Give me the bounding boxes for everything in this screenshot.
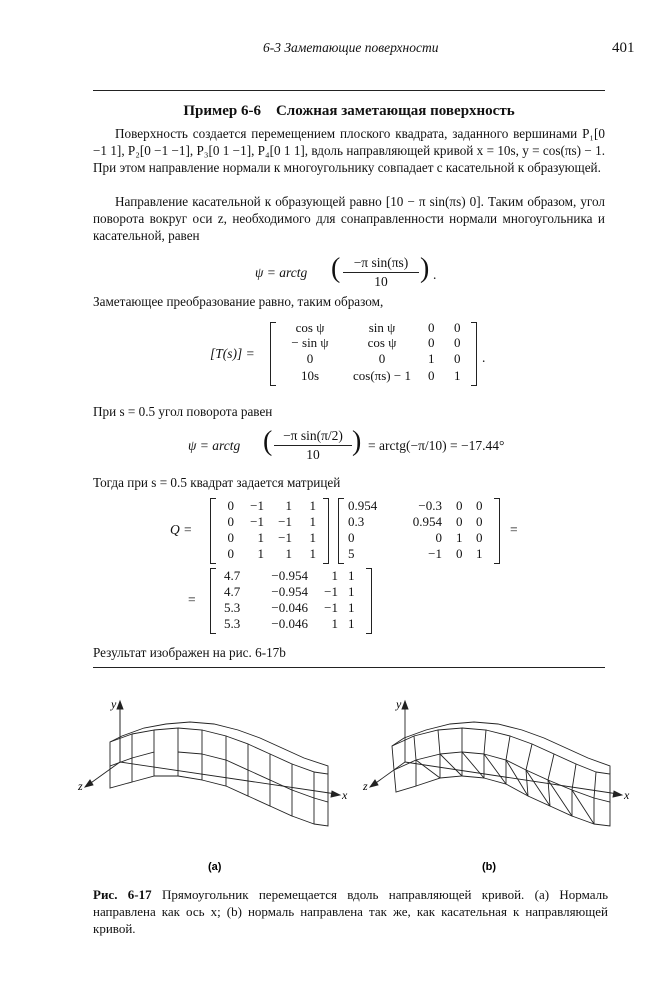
matrix-Q-left-cell: −1: [278, 530, 292, 545]
matrix-result-cell: 1: [348, 600, 355, 615]
swept-surface-a: [110, 722, 328, 826]
matrix-T-cell: 0: [378, 351, 386, 366]
caption-number: Рис. 6-17: [93, 887, 152, 902]
matrix-Q-right-cell: 0.954: [348, 498, 378, 513]
figure-6-17: [70, 690, 630, 880]
example-end-rule: [93, 667, 605, 668]
axis-z-a: [88, 762, 120, 785]
matrix-Q-left-cell: −1: [278, 514, 292, 529]
matrix-Q-right-cell: 0: [476, 498, 483, 513]
matrix-Q-left-cell: 1: [285, 546, 292, 561]
matrix-Q-left-cell: 0: [227, 546, 234, 561]
matrix-result-cell: −0.954: [271, 568, 308, 583]
equation-psi-value: [188, 428, 568, 464]
matrix-T-period: .: [482, 350, 486, 365]
matrix-Q-product: [170, 496, 530, 566]
axis-x-label-a: x: [342, 788, 348, 802]
text-matrix: Тогда при s = 0.5 квадрат задается матрицей: [93, 475, 341, 490]
matrix-Q-equals: =: [510, 522, 518, 537]
eq2-numerator: −π sin(π/2): [283, 428, 343, 443]
matrix-result-cell: 5.3: [224, 616, 241, 631]
axis-z-b: [373, 762, 405, 785]
matrix-Q-left-cell: 1: [257, 546, 264, 561]
axis-z-label-a: z: [78, 779, 83, 793]
paragraph-2-text: Направление касательной к образующей равно [10 − π sin(πs) 0]. Таким образом, угол поворота вокруг оси z, необходимого для сонаправленности нормали многоугольника и касательной, равен: [93, 194, 605, 243]
matrix-T-cell: 0: [454, 351, 461, 366]
axis-y-label-b: y: [396, 697, 402, 711]
matrix-result-cell: −0.046: [271, 616, 308, 631]
eq2-denominator: 10: [306, 447, 320, 462]
matrix-Q-right-lbracket: [338, 498, 344, 564]
matrix-Q-right-cell: 5: [348, 546, 355, 561]
matrix-Q-left-cell: 1: [309, 530, 316, 545]
matrix-T-cell: − sin ψ: [291, 335, 329, 350]
matrix-Q-left-cell: 1: [309, 498, 316, 513]
matrix-T-label: [T(s)] =: [210, 346, 255, 361]
matrix-Q-left-cell: 0: [227, 530, 234, 545]
matrix-Q-left-rbracket: [323, 498, 329, 564]
axis-x-arrow-a: [331, 791, 340, 797]
matrix-result-cell: 1: [348, 616, 355, 631]
matrix-Q-left-lbracket: [210, 498, 216, 564]
matrix-T-right-bracket: [471, 322, 477, 386]
swept-surface-b: [392, 722, 610, 826]
axis-z-label-b: z: [363, 779, 368, 793]
matrix-T-cell: 0: [428, 335, 435, 350]
axis-z-arrow-a: [85, 780, 93, 787]
eq2-rhs: = arctg(−π/10) = −17.44°: [368, 438, 505, 453]
matrix-T-cell: 0: [428, 368, 435, 383]
eq1-lhs: ψ = arctg: [255, 265, 308, 280]
matrix-result-cell: −1: [324, 584, 338, 599]
text-angle: При s = 0.5 угол поворота равен: [93, 404, 273, 419]
eq2-fraction-bar: [274, 445, 352, 446]
matrix-Q-left-cell: −1: [250, 514, 264, 529]
example-title: Пример 6-6 Сложная заметающая поверхность: [183, 103, 515, 119]
matrix-Q-left-cell: 1: [257, 530, 264, 545]
matrix-T-cell: 0: [454, 335, 461, 350]
axis-x-a: [120, 762, 336, 794]
matrix-result-cell: 5.3: [224, 600, 241, 615]
matrix-Q-right-cell: 0.954: [412, 514, 442, 529]
matrix-result-cell: 4.7: [224, 584, 241, 599]
matrix-result-cell: 1: [348, 584, 355, 599]
matrix-result-cell: −0.046: [271, 600, 308, 615]
matrix-T-cell: 0: [454, 320, 461, 335]
matrix-T-cell: 1: [454, 368, 461, 383]
matrix-Q-result-equals: =: [188, 592, 196, 607]
matrix-Q-left-cell: 0: [227, 498, 234, 513]
matrix-result-cell: 1: [348, 568, 355, 583]
eq1-rparen: ): [420, 253, 430, 284]
matrix-result-cell: 1: [331, 616, 338, 631]
matrix-Q-label: Q =: [170, 522, 193, 537]
figure-panel-b: [370, 701, 622, 826]
matrix-Q-right-cell: 0: [456, 498, 463, 513]
matrix-Q-right-cell: −1: [428, 546, 442, 561]
matrix-Q-right-cell: 1: [456, 530, 463, 545]
eq1-period: .: [433, 267, 437, 282]
matrix-result-cell: 4.7: [224, 568, 241, 583]
figure-caption: [93, 886, 608, 937]
matrix-T-cell: cos ψ: [367, 335, 397, 350]
axis-x-arrow-b: [613, 791, 622, 797]
eq1-denominator: 10: [374, 274, 388, 289]
axis-z-arrow-b: [370, 780, 378, 787]
equation-psi: [255, 255, 455, 291]
matrix-result-lbracket: [210, 568, 216, 634]
matrix-T-cell: 0: [428, 320, 435, 335]
matrix-T-left-bracket: [270, 322, 276, 386]
axis-x-b: [405, 762, 618, 794]
matrix-T-cell: 1: [428, 351, 435, 366]
axis-y-label-a: y: [111, 697, 117, 711]
matrix-Q-right-rbracket: [494, 498, 500, 564]
matrix-T-cell: sin ψ: [368, 320, 396, 335]
matrix-result-cell: −1: [324, 600, 338, 615]
matrix-Q-left-cell: 1: [309, 546, 316, 561]
axis-x-label-b: x: [624, 788, 630, 802]
matrix-Q-right-cell: 0: [435, 530, 442, 545]
matrix-result-cell: −0.954: [271, 584, 308, 599]
text-sweep: Заметающее преобразование равно, таким образом,: [93, 294, 384, 309]
paragraph-2: [93, 193, 605, 244]
eq1-lparen: (: [331, 253, 341, 284]
matrix-Q-right-cell: 0: [456, 546, 463, 561]
eq1-numerator: −π sin(πs): [353, 255, 409, 270]
eq2-rparen: ): [352, 426, 362, 457]
paragraph-1-text: Поверхность создается перемещением плоского квадрата, заданного вершинами P₁[0 −1 1], P₂[0 −1 −1], P₃[0 1 −1], P₄[0 1 1], вдоль направляющей кривой x = 10s, y = cos(πs) − 1. При этом направление нормали к многоугольнику совпадает с касательной к образующей.: [93, 126, 605, 175]
matrix-T-cell: 0: [306, 351, 314, 366]
matrix-Q-right-cell: 0: [348, 530, 355, 545]
axis-y-arrow-b: [402, 701, 408, 709]
eq2-lhs: ψ = arctg: [188, 438, 241, 453]
matrix-result-cell: 1: [331, 568, 338, 583]
matrix-Q-left-cell: −1: [250, 498, 264, 513]
running-header-section: 6-3 Заметающие поверхности: [263, 40, 439, 55]
matrix-T-cell: cos ψ: [295, 320, 325, 335]
matrix-Q-right-cell: −0.3: [418, 498, 442, 513]
matrix-Q-left-cell: 1: [309, 514, 316, 529]
panel-label-a: (a): [208, 861, 222, 873]
eq1-fraction-bar: [343, 272, 419, 273]
matrix-Q-right-cell: 1: [476, 546, 483, 561]
matrix-Q-right-cell: 0: [476, 530, 483, 545]
matrix-T-cell: 10s: [300, 368, 320, 383]
page-number: 401: [612, 40, 635, 56]
header-rule: [93, 90, 605, 91]
matrix-Q-result: [188, 566, 388, 636]
eq2-lparen: (: [263, 426, 273, 457]
caption-text: Прямоугольник перемещается вдоль направляющей кривой. (a) Нормаль направлена как ось x; (b) нормаль направлена так же, как касательная к направляющей кривой.: [93, 887, 609, 936]
paragraph-1: [93, 125, 605, 176]
panel-label-b: (b): [482, 861, 497, 873]
matrix-result-rbracket: [366, 568, 372, 634]
matrix-Q-left-cell: 0: [227, 514, 234, 529]
matrix-Q-right-cell: 0.3: [348, 514, 365, 529]
matrix-Q-left-cell: 1: [285, 498, 292, 513]
matrix-T-cell: cos(πs) − 1: [353, 368, 411, 383]
matrix-Q-right-cell: 0: [456, 514, 463, 529]
result-text: Результат изображен на рис. 6-17b: [93, 645, 286, 660]
matrix-T: [210, 320, 510, 388]
matrix-Q-right-cell: 0: [476, 514, 483, 529]
figure-panel-a: [85, 701, 340, 826]
